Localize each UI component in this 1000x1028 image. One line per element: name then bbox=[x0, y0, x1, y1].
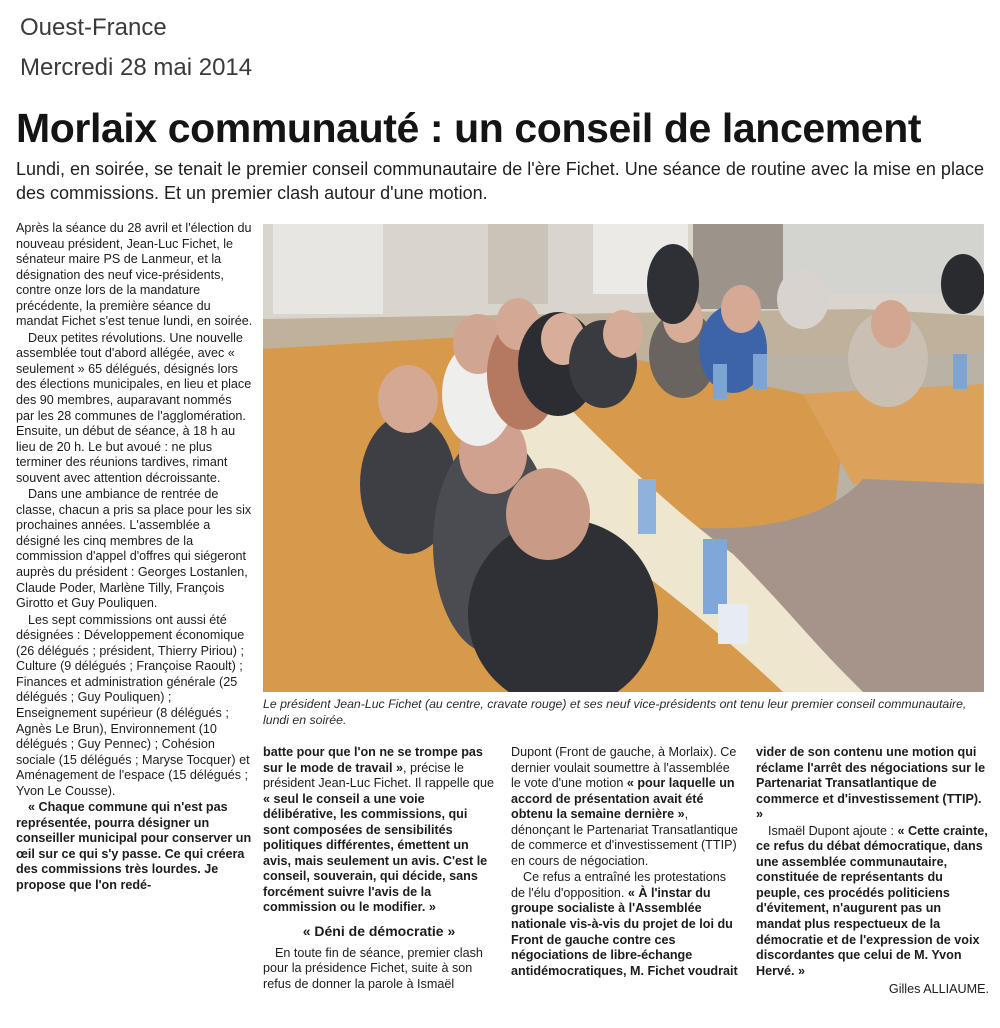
paragraph: Après la séance du 28 avril et l'élection du nouveau président, Jean-Luc Fichet, le sénateur maire PS de Lanmeur, et la désignation des neuf vice-présidents, contre onze lors de la mandature précédente, la première séance du mandat Fichet s'est tenue lundi, en soirée. bbox=[16, 221, 253, 329]
article-headline: Morlaix communauté : un conseil de lancement bbox=[16, 105, 922, 151]
author-signature: Gilles ALLIAUME. bbox=[888, 982, 989, 997]
quote-paragraph: « Chaque commune qui n'est pas représentée, pourra désigner un conseiller municipal pour conserver un œil sur ce qui s'y passe. Ce qui créera des commissions très lourdes. Je propose que l'on redé- bbox=[16, 800, 252, 892]
article-column-4 bbox=[756, 745, 989, 998]
paragraph: En toute fin de séance, premier clash pour la présidence Fichet, suite à son refus de donner la parole à Ismaël bbox=[263, 945, 483, 991]
body-text: Dupont (Front de gauche, à Morlaix). Ce dernier voulait soumettre à l'assemblée le vote d'une motion bbox=[511, 745, 737, 791]
paragraph bbox=[511, 870, 742, 979]
quote-paragraph: vider de son contenu une motion qui réclame l'arrêt des négociations sur le Partenariat Transatlantique de commerce et d'investissement (TTIP). » bbox=[756, 745, 986, 822]
paragraph: Dans une ambiance de rentrée de classe, chacun a pris sa place pour les six prochaines années. L'assemblée a désigné les cinq membres de la commission d'appel d'offres qui siégeront auprès du président : Georges Lostanlen, Claude Poder, Marlène Tilly, François Girotto et Guy Pouliquen. bbox=[16, 487, 252, 611]
quote-text: « À l'instar du groupe socialiste à l'Assemblée nationale vis-à-vis du projet de loi du Front de gauche contre ces négociations de libre-échange antidémocratiques, M. Fichet voudrait bbox=[511, 885, 738, 978]
council-photo-illustration bbox=[263, 224, 984, 692]
quote-text: « pour laquelle un accord de présentation avait été obtenu la semaine dernière » bbox=[511, 776, 735, 822]
section-subhead: « Déni de démocratie » bbox=[302, 923, 456, 940]
publication-name: Ouest-France bbox=[20, 14, 167, 41]
article-chapo: Lundi, en soirée, se tenait le premier conseil communautaire de l'ère Fichet. Une séance de routine avec la mise en place des commissions. Et un premier clash autour d'une motion. bbox=[16, 159, 984, 203]
quote-text: « Cette crainte, ce refus du débat démocratique, dans une assemblée communautaire, constituée de représentants du peuple, ces procédés politiciens d'évitement, n'augurent pas un mandat plus respectueux de la démocratie et de l'expression de voix discordantes que celui de M. Yvon Hervé. » bbox=[756, 823, 988, 978]
article-column-1 bbox=[16, 221, 253, 895]
article-column-2 bbox=[263, 745, 495, 993]
paragraph bbox=[756, 824, 989, 979]
body-text: , dénonçant le Partenariat Transatlantique de commerce et d'investissement (TTIP) en cours de négociation. bbox=[511, 807, 738, 868]
council-photo bbox=[263, 224, 984, 692]
photo-caption: Le président Jean-Luc Fichet (au centre, cravate rouge) et ses neuf vice-présidents ont tenu leur premier conseil communautaire, lundi en soirée. bbox=[263, 697, 967, 727]
quote-text: batte pour que l'on ne se trompe pas sur le mode de travail » bbox=[263, 745, 483, 775]
paragraph: Les sept commissions ont aussi été désignées : Développement économique (26 délégués ; président, Thierry Piriou) ; Culture (9 délégués ; Françoise Raoult) ; Finances et administration générale (25 délégués ; Guy Pouliquen) ; Enseignement supérieur (8 délégués ; Agnès Le Brun), Environnement (10 délégués ; Guy Pennec) ; Cohésion sociale (15 délégués ; Maryse Tocquer) et Aménagement de l'espace (15 délégués ; Yvon Le Cousse). bbox=[16, 612, 250, 798]
quote-text: « seul le conseil a une voie délibérative, les commissions, qui sont composées de sensibilités politiques différentes, émettent un avis, mais seulement un avis. C'est le conseil, souverain, qui décide, sans forcément suivre l'avis de la commission ou le modifier. » bbox=[263, 791, 488, 915]
article-column-3 bbox=[511, 745, 742, 980]
paragraph bbox=[511, 745, 742, 869]
publication-date: Mercredi 28 mai 2014 bbox=[20, 54, 253, 81]
body-text: Ce refus a entraîné les protestations de l'élu d'opposition. bbox=[511, 870, 727, 900]
paragraph: Deux petites révolutions. Une nouvelle assemblée tout d'abord allégée, avec « seulement » 65 délégués, désignés lors des élections municipales, en lieu et place des 90 membres, auparavant nommés par les 28 communes de l'agglomération. Ensuite, un début de séance, à 18 h au lieu de 20 h. Le but avoué : ne plus terminer des réunions tardives, rimant souvent avec attention décroissante. bbox=[16, 330, 252, 485]
body-text: , précise le président Jean-Luc Fichet. Il rappelle que bbox=[263, 760, 495, 791]
body-text: Ismaël Dupont ajoute : bbox=[768, 823, 898, 838]
paragraph bbox=[263, 745, 495, 916]
